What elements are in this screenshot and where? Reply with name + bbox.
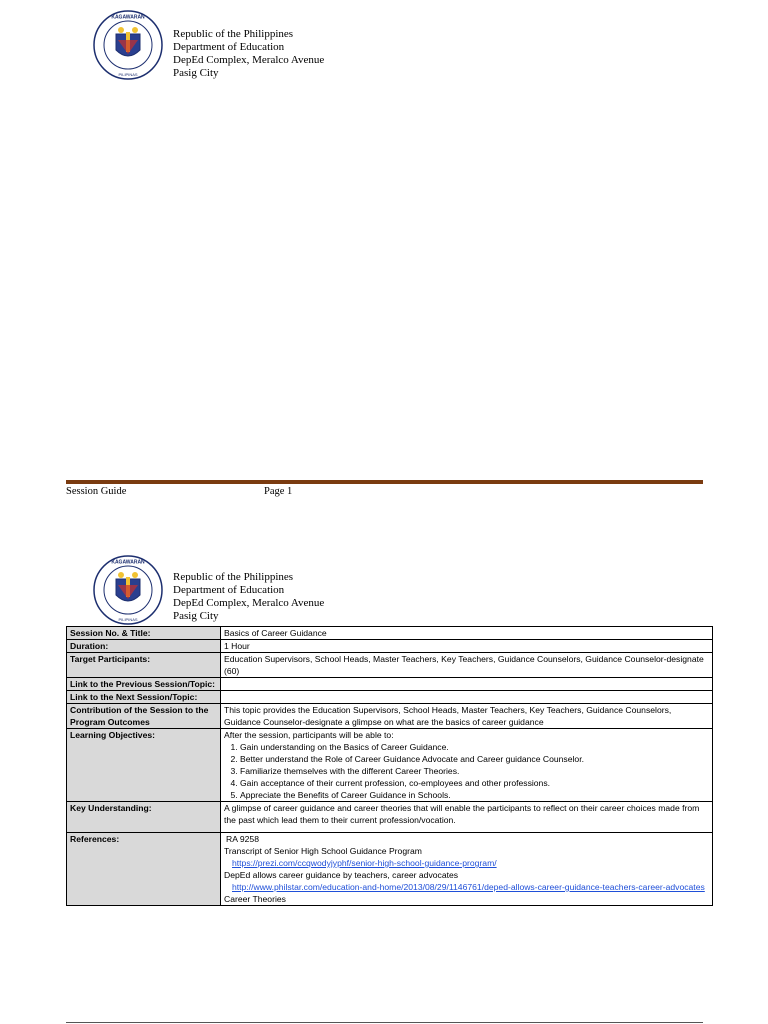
footer-rule xyxy=(66,480,703,484)
key-understanding-value: A glimpse of career guidance and career theories that will enable the participants to reflect on their career choices made from the past which lead them to their current profession/vocation. xyxy=(221,802,713,833)
reference-2-link[interactable]: http://www.philstar.com/education-and-home/2013/08/29/1146761/deped-allows-career-guidance-teachers-career-advocates xyxy=(232,882,705,892)
header-line-department: Department of Education xyxy=(173,41,285,53)
table-row xyxy=(67,802,713,833)
header-line-city: Pasig City xyxy=(173,610,219,622)
reference-1-title: Transcript of Senior High School Guidance Program xyxy=(224,846,422,856)
objectives-list xyxy=(224,741,709,801)
svg-text:PILIPINAS: PILIPINAS xyxy=(118,72,138,77)
list-item: 3. Familiarize themselves with the different Career Theories. xyxy=(240,765,709,777)
contribution-value: This topic provides the Education Supervisors, School Heads, Master Teachers, Key Teachers, Guidance Counselors, Guidance Counselor-designate a glimpse on what are the basics of career guidance xyxy=(221,704,713,729)
list-item: 2. Better understand the Role of Career Guidance Advocate and Career guidance Counselor. xyxy=(240,753,709,765)
reference-3-title: Career Theories xyxy=(224,894,286,904)
session-title-value: Basics of Career Guidance xyxy=(221,627,713,640)
duration-label: Duration: xyxy=(67,640,221,653)
svg-text:KAGAWARAN: KAGAWARAN xyxy=(111,559,145,566)
session-title-label: Session No. & Title: xyxy=(67,627,221,640)
learning-objectives-value xyxy=(221,729,713,802)
session-guide-table xyxy=(66,626,713,906)
deped-seal-icon xyxy=(93,10,163,80)
learning-objectives-label: Learning Objectives: xyxy=(67,729,221,802)
header-line-department: Department of Education xyxy=(173,584,285,596)
reference-2-title: DepEd allows career guidance by teachers, career advocates xyxy=(224,870,459,880)
table-row xyxy=(67,653,713,678)
list-item: 5. Appreciate the Benefits of Career Guidance in Schools. xyxy=(240,789,709,801)
deped-seal-icon xyxy=(93,555,163,625)
objectives-intro: After the session, participants will be able to: xyxy=(224,730,394,740)
list-item: 1. Gain understanding on the Basics of Career Guidance. xyxy=(240,741,709,753)
references-label: References: xyxy=(67,833,221,906)
header-line-address: DepEd Complex, Meralco Avenue xyxy=(173,597,325,609)
table-row xyxy=(67,729,713,802)
svg-text:PILIPINAS: PILIPINAS xyxy=(118,617,138,622)
next-session-value xyxy=(221,691,713,704)
list-item: 4. Gain acceptance of their current profession, co-employees and other professions. xyxy=(240,777,709,789)
table-row xyxy=(67,833,713,906)
header-line-address: DepEd Complex, Meralco Avenue xyxy=(173,54,325,66)
agency-header xyxy=(173,571,324,623)
footer-session-guide: Session Guide xyxy=(66,486,127,497)
footer-page-number: Page 1 xyxy=(264,486,293,497)
table-row xyxy=(67,678,713,691)
table-row xyxy=(67,627,713,640)
key-understanding-label: Key Understanding: xyxy=(67,802,221,833)
contribution-label: Contribution of the Session to the Program Outcomes xyxy=(67,704,221,729)
agency-header xyxy=(173,28,324,80)
target-participants-label: Target Participants: xyxy=(67,653,221,678)
svg-text:KAGAWARAN: KAGAWARAN xyxy=(111,14,145,21)
page-2 xyxy=(0,540,768,1024)
footer-rule xyxy=(66,1022,703,1023)
table-row xyxy=(67,640,713,653)
reference-ra: RA 9258 xyxy=(226,834,259,844)
target-participants-value: Education Supervisors, School Heads, Master Teachers, Key Teachers, Guidance Counselors, Guidance Counselor-designate (60) xyxy=(221,653,713,678)
header-line-city: Pasig City xyxy=(173,67,219,79)
table-row xyxy=(67,691,713,704)
table-row xyxy=(67,704,713,729)
header-line-republic: Republic of the Philippines xyxy=(173,28,294,40)
references-value xyxy=(221,833,713,906)
header-line-republic: Republic of the Philippines xyxy=(173,571,294,583)
reference-1-link[interactable]: https://prezi.com/ccqwodyjyphf/senior-high-school-guidance-program/ xyxy=(232,858,497,868)
previous-session-value xyxy=(221,678,713,691)
next-session-label: Link to the Next Session/Topic: xyxy=(67,691,221,704)
previous-session-label: Link to the Previous Session/Topic: xyxy=(67,678,221,691)
duration-value: 1 Hour xyxy=(221,640,713,653)
